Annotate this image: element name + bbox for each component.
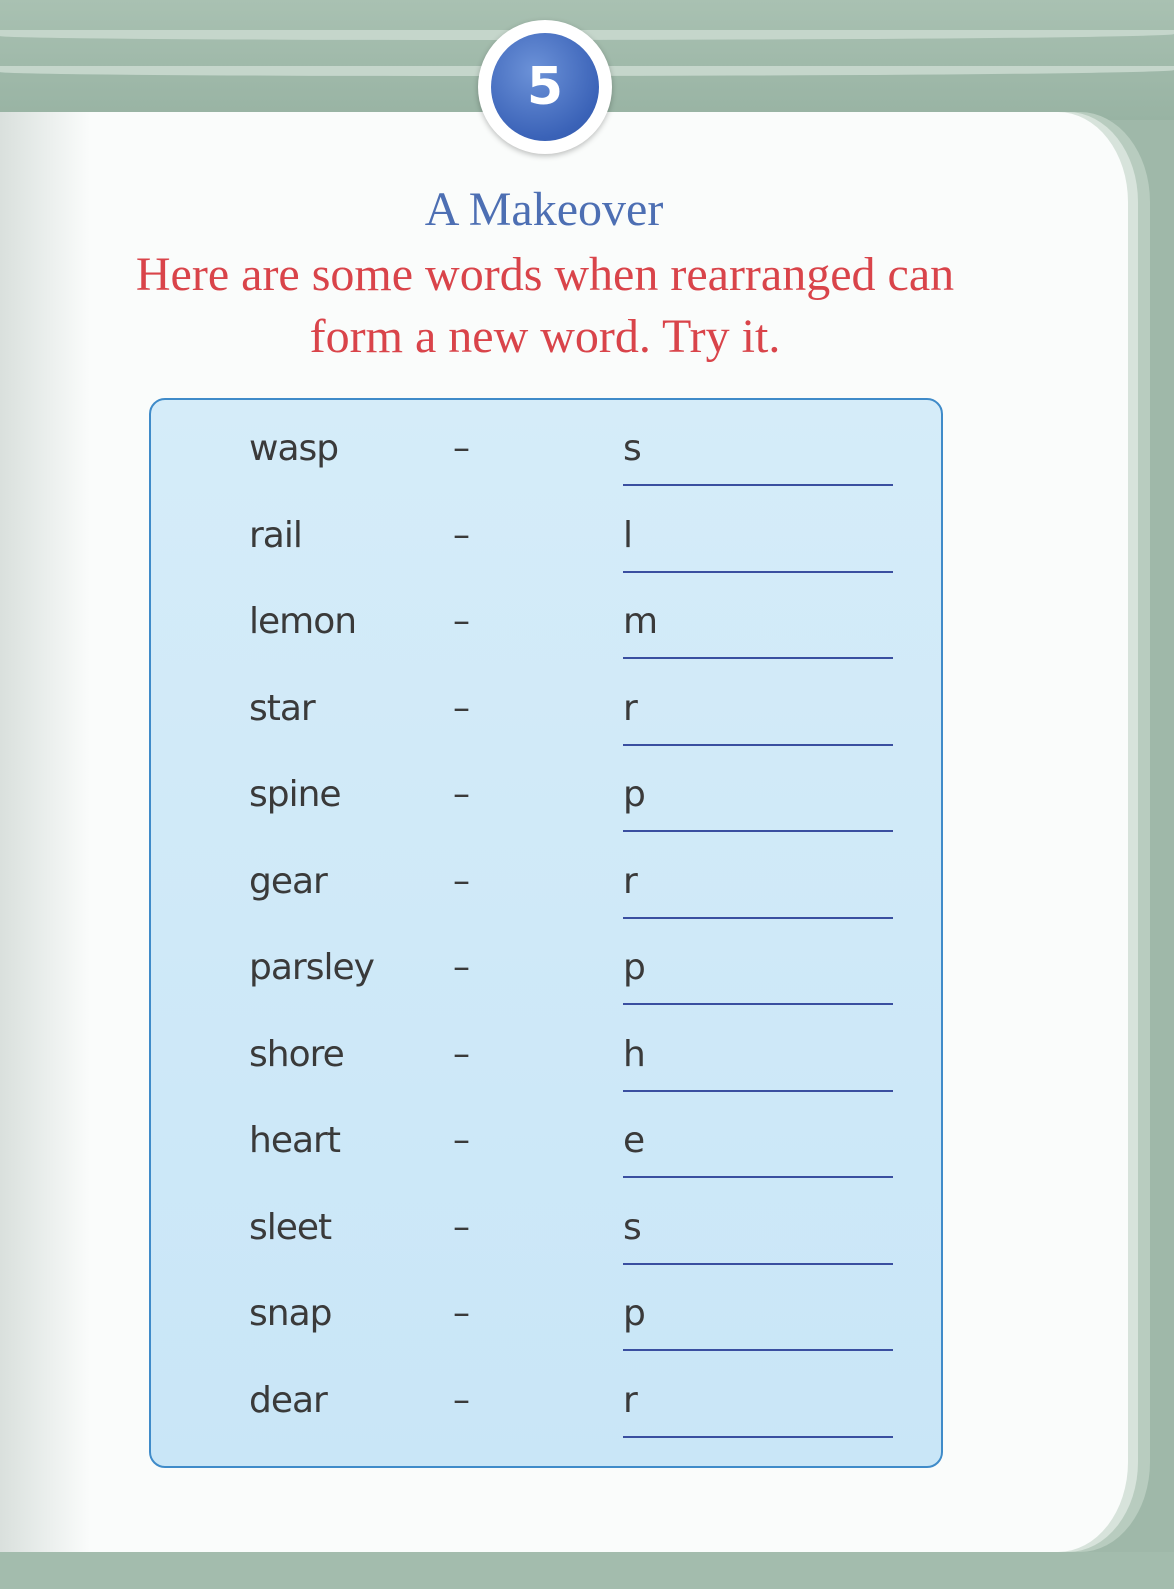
answer-blank[interactable] [623,509,893,573]
answer-first-letter: m [623,601,659,642]
answer-blank[interactable] [623,595,893,659]
separator-dash: – [453,947,470,987]
answer-blank[interactable] [623,941,893,1005]
source-word: heart [249,1120,340,1161]
separator-dash: – [453,860,470,901]
answer-first-letter: l [623,514,634,556]
separator-dash: – [453,601,470,641]
source-word: shore [249,1033,344,1075]
answer-blank[interactable] [623,422,893,486]
answer-first-letter: s [623,1206,642,1248]
separator-dash: – [453,1293,470,1333]
separator-dash: – [453,1379,470,1420]
answer-first-letter: r [623,1379,638,1421]
answer-blank[interactable] [623,682,893,746]
source-word: dear [249,1379,327,1421]
word-row [151,509,945,579]
separator-dash: – [453,428,470,468]
source-word: lemon [249,601,357,642]
separator-dash: – [453,687,470,728]
answer-first-letter: h [623,1033,646,1075]
word-row [151,595,945,665]
word-row [151,1028,945,1098]
answer-blank[interactable] [623,1028,893,1092]
word-row [151,682,945,752]
page-title: A Makeover [424,183,664,236]
answer-first-letter: r [623,687,638,729]
answer-first-letter: p [623,1293,646,1334]
source-word: spine [249,774,341,815]
word-row [151,1114,945,1184]
answer-first-letter: e [623,1120,646,1161]
bottom-decorative-band [0,1552,1174,1589]
word-row [151,1287,945,1357]
activity-number-badge: 5 [491,33,599,141]
separator-dash: – [453,1120,470,1160]
answer-blank[interactable] [623,1374,893,1438]
answer-first-letter: r [623,860,638,902]
answer-blank[interactable] [623,1114,893,1178]
source-word: snap [249,1293,332,1334]
source-word: sleet [249,1206,332,1248]
source-word: gear [249,860,327,902]
answer-blank[interactable] [623,1201,893,1265]
word-row [151,855,945,925]
separator-dash: – [453,1033,470,1074]
source-word: parsley [249,947,374,988]
instructions-line-2: form a new word. Try it. [309,310,781,363]
answer-blank[interactable] [623,1287,893,1351]
source-word: star [249,687,315,729]
separator-dash: – [453,774,470,814]
answer-blank[interactable] [623,768,893,832]
word-row [151,941,945,1011]
instructions [40,244,1050,368]
word-row [151,768,945,838]
word-row [151,422,945,492]
separator-dash: – [453,1206,470,1247]
word-row [151,1201,945,1271]
source-word: wasp [249,428,339,469]
source-word: rail [249,514,302,556]
answer-first-letter: s [623,428,642,469]
word-row [151,1374,945,1444]
word-list-box [149,398,943,1468]
answer-blank[interactable] [623,855,893,919]
answer-first-letter: p [623,947,646,988]
separator-dash: – [453,514,470,555]
answer-first-letter: p [623,774,646,815]
instructions-line-1: Here are some words when rearranged can [135,248,955,301]
